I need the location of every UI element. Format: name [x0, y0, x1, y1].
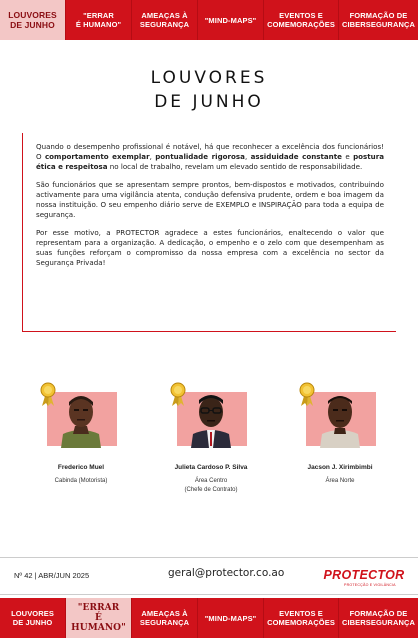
honoree-card	[21, 382, 141, 486]
honoree-role: Área Norte	[325, 478, 355, 484]
person-portrait-icon	[57, 386, 105, 448]
person-portrait-icon	[187, 386, 235, 448]
honoree-photo	[302, 382, 378, 452]
logo-wordmark: PROTECTOR	[323, 568, 405, 582]
honoree-card	[280, 382, 400, 486]
nav-tab-mind-maps[interactable]: "MIND-MAPS"	[198, 598, 264, 638]
paragraph-run: no local de trabalho, revelam um elevado sentido de responsabilidade.	[107, 162, 363, 171]
paragraph-run: ,	[244, 152, 251, 161]
nav-tab-louvores[interactable]: LOUVORES DE JUNHO	[0, 0, 66, 40]
honoree-name: Julieta Cardoso P. Silva	[174, 464, 248, 471]
paragraph-run: comportamento exemplar	[44, 152, 150, 161]
paragraph-run: e	[341, 152, 354, 161]
honoree-name: Frederico Muel	[57, 464, 105, 471]
honoree-name: Jacson J. Xirimbimbi	[307, 464, 373, 471]
footer	[0, 557, 418, 595]
nav-tab-formacao[interactable]: FORMAÇÃO DE CIBERSEGURANÇA	[339, 598, 418, 638]
paragraph-run: assiduidade constante	[250, 152, 342, 161]
award-medal-icon	[298, 382, 316, 406]
protector-logo	[318, 568, 410, 590]
intro-paragraph-3: Por esse motivo, a PROTECTOR agradece a estes funcionários, enaltecendo o valor que representam para a organização. A dedicação, o empenho e o zelo com que desempenham as suas funções reforçam o compromisso da nossa empresa com a excelência no sector da Segurança Privada!	[36, 228, 384, 267]
bottom-nav	[0, 598, 418, 638]
nav-tab-errar[interactable]: "ERRAR É HUMANO"	[66, 0, 132, 40]
nav-tab-ameacas[interactable]: AMEAÇAS À SEGURANÇA	[132, 0, 198, 40]
paragraph-run: postura ética e respeitosa	[36, 152, 384, 171]
paragraph-run: Quando o desempenho profissional é notável, há que reconhecer a excelência dos funcionários! O	[36, 142, 384, 161]
top-nav	[0, 0, 418, 40]
award-medal-icon	[39, 382, 57, 406]
nav-tab-eventos[interactable]: EVENTOS E COMEMORAÇÕES	[264, 0, 339, 40]
nav-tab-formacao[interactable]: FORMAÇÃO DE CIBERSEGURANÇA	[339, 0, 418, 40]
honoree-role	[151, 477, 271, 495]
award-medal-icon	[169, 382, 187, 406]
page-title: LOUVORES DE JUNHO	[150, 68, 268, 112]
paragraph-run: ,	[149, 152, 156, 161]
intro-text-box	[22, 133, 396, 332]
honoree-role-line: Área Centro	[194, 478, 228, 484]
person-portrait-icon	[316, 386, 364, 448]
nav-tab-ameacas[interactable]: AMEAÇAS À SEGURANÇA	[132, 598, 198, 638]
intro-paragraph-2: São funcionários que se apresentam sempre prontos, bem-dispostos e motivados, contribuindo activamente para uma vigilância atenta, condução defensiva prudente, ordem e boa imagem da nossa instituição. O seu empenho diário serve de EXEMPLO e INSPIRAÇÃO para toda a equipa de segurança.	[36, 180, 384, 219]
honoree-role: Cabinda (Motorista)	[54, 478, 108, 484]
nav-tab-eventos[interactable]: EVENTOS E COMEMORAÇÕES	[264, 598, 339, 638]
nav-tab-mind-maps[interactable]: "MIND-MAPS"	[198, 0, 264, 40]
issue-number: Nº 42 | ABR/JUN 2025	[14, 571, 90, 580]
intro-paragraph-1	[36, 142, 384, 172]
contact-email[interactable]: geral@protector.co.ao	[168, 567, 285, 579]
honoree-photo	[43, 382, 119, 452]
nav-tab-louvores[interactable]: LOUVORES DE JUNHO	[0, 598, 66, 638]
logo-tagline: PROTECÇÃO E VIGILÂNCIA	[344, 583, 396, 587]
nav-tab-errar[interactable]: "ERRAR É HUMANO"	[66, 598, 132, 638]
honoree-photo	[173, 382, 249, 452]
paragraph-run: pontualidade rigorosa	[155, 152, 245, 161]
honoree-role-line: (Chefe de Contrato)	[184, 487, 238, 493]
honoree-card	[151, 382, 271, 495]
